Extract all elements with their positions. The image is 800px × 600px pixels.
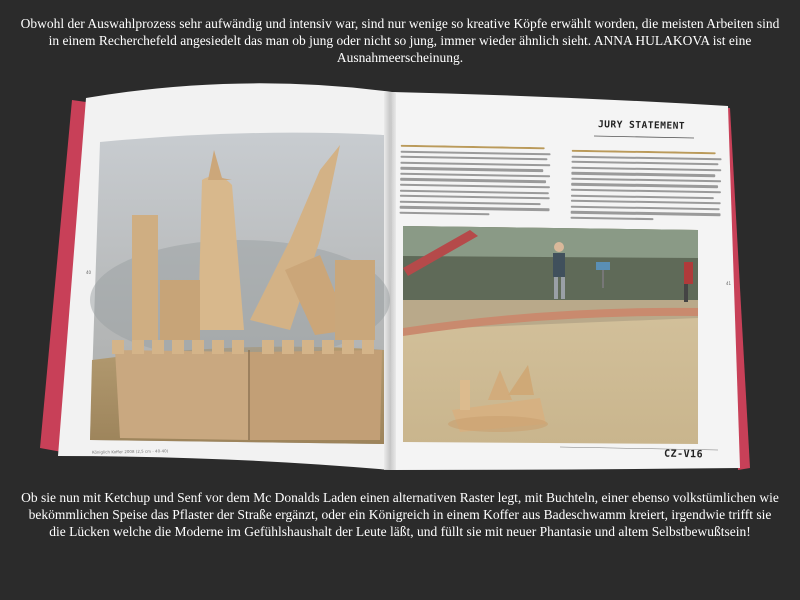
caption-bottom: Ob sie nun mit Ketchup und Senf vor dem Mc Donalds Laden einen alternativen Raster legt, mit Buchteln, einer ebenso volkstümlichen wie bekömmlichen Speise das Pflaster der Straße ergänzt, oder ein Königreich in einem Koffer aus Badeschwamm kreiert, irgendwie trifft sie die Lücken welche die Moderne im Gefühlshaushalt der Leute läßt, und füllt sie mit neuer Phantasie und altem Selbstbewußtsein!	[21, 490, 779, 539]
german-text-block	[399, 145, 550, 226]
jury-statement-heading: JURY STATEMENT	[597, 119, 686, 132]
page-footer-label: CZ-V16	[663, 448, 704, 461]
page-number-left: 40	[86, 270, 92, 275]
playground-photo-right	[403, 226, 698, 444]
book-spine	[384, 92, 396, 470]
sand-castle-photo-left	[90, 133, 390, 444]
left-page-credit: Königlich Koffer 2008 (2,5 cm - 40-40)	[91, 448, 169, 455]
english-text-block	[570, 150, 721, 231]
caption-top: Obwohl der Auswahlprozess sehr aufwändig und intensiv war, sind nur wenige so kreative Köpfe erwählt worden, die meisten Arbeiten sind in einem Recherchefeld angesiedelt das man ob jung oder nicht so jung, immer wieder ähnlich sieht. ANNA HULAKOVA ist eine Ausnahmeerscheinung.	[20, 16, 780, 65]
page-number-right: 41	[726, 281, 732, 286]
